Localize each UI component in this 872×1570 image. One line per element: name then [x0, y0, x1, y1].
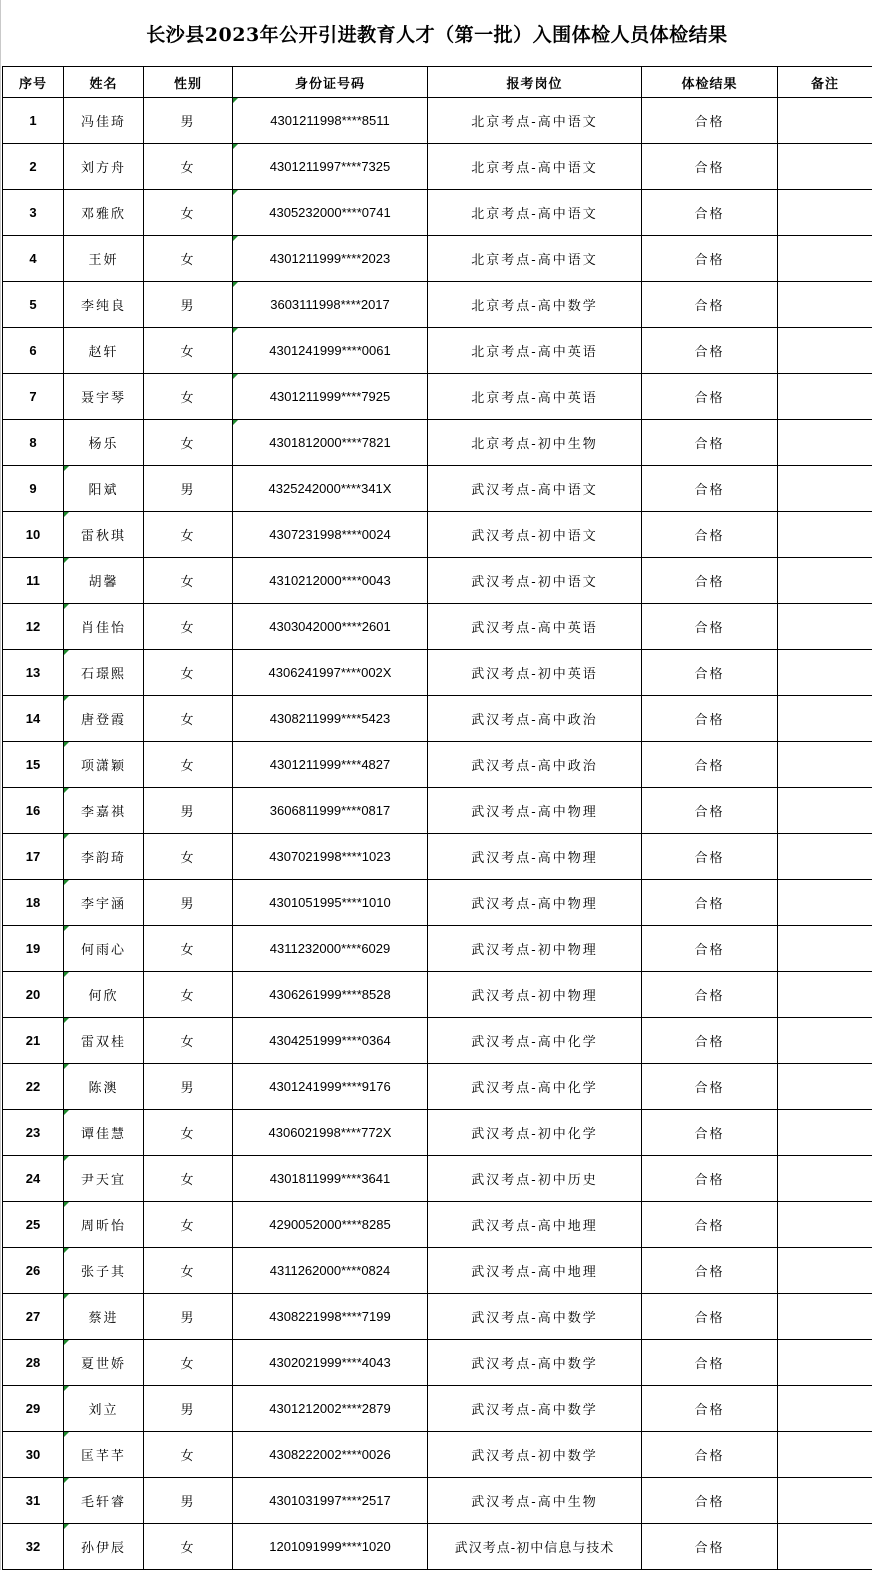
row-remark	[778, 1478, 872, 1524]
row-id-number: 4301211999****4827	[233, 742, 428, 788]
row-name: 刘立	[64, 1386, 144, 1432]
row-remark	[778, 190, 872, 236]
table-row	[3, 236, 872, 282]
table-row	[3, 880, 872, 926]
row-result: 合格	[642, 1156, 778, 1202]
row-gender: 女	[144, 604, 233, 650]
row-gender: 女	[144, 926, 233, 972]
row-id-number: 4310212000****0043	[233, 558, 428, 604]
row-name: 何雨心	[64, 926, 144, 972]
row-gender: 女	[144, 834, 233, 880]
row-name: 孙伊辰	[64, 1524, 144, 1570]
row-result: 合格	[642, 1524, 778, 1570]
row-remark	[778, 788, 872, 834]
row-post: 武汉考点-初中历史	[428, 1156, 642, 1202]
row-result: 合格	[642, 834, 778, 880]
row-result: 合格	[642, 1294, 778, 1340]
row-remark	[778, 834, 872, 880]
row-number: 29	[3, 1386, 64, 1432]
row-post: 武汉考点-高中化学	[428, 1018, 642, 1064]
row-result: 合格	[642, 1386, 778, 1432]
row-id-number: 4325242000****341X	[233, 466, 428, 512]
row-number: 27	[3, 1294, 64, 1340]
row-name: 尹天宜	[64, 1156, 144, 1202]
row-number: 2	[3, 144, 64, 190]
row-remark	[778, 742, 872, 788]
row-name: 李嘉祺	[64, 788, 144, 834]
table-row	[3, 1248, 872, 1294]
row-gender: 女	[144, 1110, 233, 1156]
table-row	[3, 1386, 872, 1432]
row-name: 邓雅欣	[64, 190, 144, 236]
row-result: 合格	[642, 880, 778, 926]
row-gender: 女	[144, 1018, 233, 1064]
row-post: 武汉考点-高中数学	[428, 1340, 642, 1386]
table-row	[3, 1064, 872, 1110]
row-gender: 女	[144, 1156, 233, 1202]
row-remark	[778, 604, 872, 650]
row-result: 合格	[642, 282, 778, 328]
row-remark	[778, 696, 872, 742]
header-remark: 备注	[778, 67, 872, 98]
row-name: 周昕怡	[64, 1202, 144, 1248]
row-gender: 女	[144, 558, 233, 604]
table-row	[3, 788, 872, 834]
row-number: 11	[3, 558, 64, 604]
row-number: 6	[3, 328, 64, 374]
row-remark	[778, 328, 872, 374]
table-body	[3, 98, 872, 1570]
row-id-number: 4311262000****0824	[233, 1248, 428, 1294]
table-row	[3, 420, 872, 466]
row-post: 武汉考点-高中物理	[428, 834, 642, 880]
row-remark	[778, 144, 872, 190]
row-number: 9	[3, 466, 64, 512]
table-row	[3, 282, 872, 328]
row-post: 武汉考点-初中物理	[428, 972, 642, 1018]
row-post: 北京考点-高中英语	[428, 374, 642, 420]
table-row	[3, 1018, 872, 1064]
row-result: 合格	[642, 650, 778, 696]
row-id-number: 4301812000****7821	[233, 420, 428, 466]
row-number: 22	[3, 1064, 64, 1110]
row-id-number: 4301211998****8511	[233, 98, 428, 144]
row-name: 陈澳	[64, 1064, 144, 1110]
row-name: 阳斌	[64, 466, 144, 512]
row-number: 12	[3, 604, 64, 650]
row-gender: 女	[144, 512, 233, 558]
row-post: 武汉考点-高中地理	[428, 1248, 642, 1294]
row-gender: 女	[144, 742, 233, 788]
row-id-number: 4301211997****7325	[233, 144, 428, 190]
row-gender: 男	[144, 1294, 233, 1340]
row-remark	[778, 1202, 872, 1248]
row-gender: 女	[144, 696, 233, 742]
row-result: 合格	[642, 420, 778, 466]
row-result: 合格	[642, 926, 778, 972]
row-id-number: 4308221998****7199	[233, 1294, 428, 1340]
row-id-number: 4306261999****8528	[233, 972, 428, 1018]
table-row	[3, 834, 872, 880]
table-row	[3, 972, 872, 1018]
row-gender: 女	[144, 650, 233, 696]
row-gender: 男	[144, 1478, 233, 1524]
row-id-number: 4306021998****772X	[233, 1110, 428, 1156]
row-post: 武汉考点-高中生物	[428, 1478, 642, 1524]
row-remark	[778, 1018, 872, 1064]
row-result: 合格	[642, 328, 778, 374]
table-row	[3, 1110, 872, 1156]
row-number: 4	[3, 236, 64, 282]
row-number: 16	[3, 788, 64, 834]
table-row	[3, 604, 872, 650]
row-name: 夏世娇	[64, 1340, 144, 1386]
row-id-number: 4303042000****2601	[233, 604, 428, 650]
row-post: 武汉考点-初中语文	[428, 558, 642, 604]
row-post: 武汉考点-高中物理	[428, 788, 642, 834]
table-row	[3, 650, 872, 696]
row-number: 26	[3, 1248, 64, 1294]
row-gender: 男	[144, 788, 233, 834]
header-id: 身份证号码	[233, 67, 428, 98]
row-remark	[778, 1340, 872, 1386]
row-id-number: 4301051995****1010	[233, 880, 428, 926]
table-row	[3, 512, 872, 558]
row-number: 5	[3, 282, 64, 328]
row-number: 8	[3, 420, 64, 466]
row-result: 合格	[642, 742, 778, 788]
row-name: 李纯良	[64, 282, 144, 328]
row-gender: 女	[144, 374, 233, 420]
row-gender: 女	[144, 1340, 233, 1386]
table-row	[3, 558, 872, 604]
header-result: 体检结果	[642, 67, 778, 98]
row-number: 20	[3, 972, 64, 1018]
row-post: 北京考点-高中英语	[428, 328, 642, 374]
row-post: 武汉考点-高中英语	[428, 604, 642, 650]
table-row	[3, 466, 872, 512]
row-number: 1	[3, 98, 64, 144]
row-number: 32	[3, 1524, 64, 1570]
row-post: 北京考点-高中语文	[428, 190, 642, 236]
row-id-number: 4311232000****6029	[233, 926, 428, 972]
row-id-number: 4307231998****0024	[233, 512, 428, 558]
header-row	[3, 67, 872, 98]
row-id-number: 4301211999****7925	[233, 374, 428, 420]
row-gender: 女	[144, 236, 233, 282]
row-number: 25	[3, 1202, 64, 1248]
row-result: 合格	[642, 144, 778, 190]
row-number: 21	[3, 1018, 64, 1064]
row-post: 武汉考点-初中信息与技术	[428, 1524, 642, 1570]
row-post: 北京考点-初中生物	[428, 420, 642, 466]
row-number: 17	[3, 834, 64, 880]
row-name: 雷秋琪	[64, 512, 144, 558]
row-name: 项潇颖	[64, 742, 144, 788]
row-remark	[778, 512, 872, 558]
table-row	[3, 1432, 872, 1478]
row-remark	[778, 1294, 872, 1340]
header-post: 报考岗位	[428, 67, 642, 98]
row-post: 武汉考点-高中政治	[428, 742, 642, 788]
header-no: 序号	[3, 67, 64, 98]
row-post: 北京考点-高中语文	[428, 236, 642, 282]
row-name: 匡芊芊	[64, 1432, 144, 1478]
row-number: 30	[3, 1432, 64, 1478]
row-id-number: 4290052000****8285	[233, 1202, 428, 1248]
row-result: 合格	[642, 604, 778, 650]
row-result: 合格	[642, 558, 778, 604]
row-remark	[778, 650, 872, 696]
row-name: 胡馨	[64, 558, 144, 604]
row-name: 李宇涵	[64, 880, 144, 926]
row-remark	[778, 1248, 872, 1294]
row-remark	[778, 1386, 872, 1432]
row-number: 3	[3, 190, 64, 236]
table-row	[3, 328, 872, 374]
row-gender: 女	[144, 1432, 233, 1478]
row-post: 武汉考点-初中数学	[428, 1432, 642, 1478]
row-result: 合格	[642, 1478, 778, 1524]
row-id-number: 4301211999****2023	[233, 236, 428, 282]
row-post: 武汉考点-高中地理	[428, 1202, 642, 1248]
row-number: 23	[3, 1110, 64, 1156]
row-number: 10	[3, 512, 64, 558]
row-id-number: 4306241997****002X	[233, 650, 428, 696]
table-row	[3, 144, 872, 190]
row-name: 赵轩	[64, 328, 144, 374]
row-remark	[778, 880, 872, 926]
row-post: 武汉考点-初中语文	[428, 512, 642, 558]
row-gender: 女	[144, 1248, 233, 1294]
row-remark	[778, 1156, 872, 1202]
row-number: 24	[3, 1156, 64, 1202]
row-remark	[778, 420, 872, 466]
row-number: 14	[3, 696, 64, 742]
row-id-number: 4307021998****1023	[233, 834, 428, 880]
row-result: 合格	[642, 190, 778, 236]
row-id-number: 3606811999****0817	[233, 788, 428, 834]
row-name: 石璟熙	[64, 650, 144, 696]
row-gender: 男	[144, 1386, 233, 1432]
table-row	[3, 1156, 872, 1202]
row-id-number: 4308211999****5423	[233, 696, 428, 742]
row-result: 合格	[642, 466, 778, 512]
table-row	[3, 1340, 872, 1386]
row-remark	[778, 1524, 872, 1570]
row-result: 合格	[642, 1018, 778, 1064]
row-result: 合格	[642, 1432, 778, 1478]
row-name: 唐登霞	[64, 696, 144, 742]
row-name: 冯佳琦	[64, 98, 144, 144]
row-remark	[778, 558, 872, 604]
table-row	[3, 742, 872, 788]
row-remark	[778, 972, 872, 1018]
row-id-number: 4301212002****2879	[233, 1386, 428, 1432]
row-name: 杨乐	[64, 420, 144, 466]
row-result: 合格	[642, 1064, 778, 1110]
row-name: 肖佳怡	[64, 604, 144, 650]
row-gender: 女	[144, 190, 233, 236]
row-name: 毛轩睿	[64, 1478, 144, 1524]
row-gender: 女	[144, 328, 233, 374]
row-remark	[778, 374, 872, 420]
row-name: 张子其	[64, 1248, 144, 1294]
table-row	[3, 1294, 872, 1340]
row-name: 聂宇琴	[64, 374, 144, 420]
row-remark	[778, 466, 872, 512]
row-number: 15	[3, 742, 64, 788]
row-name: 雷双桂	[64, 1018, 144, 1064]
row-id-number: 4302021999****4043	[233, 1340, 428, 1386]
row-result: 合格	[642, 98, 778, 144]
row-name: 谭佳慧	[64, 1110, 144, 1156]
row-result: 合格	[642, 374, 778, 420]
row-remark	[778, 1064, 872, 1110]
row-result: 合格	[642, 236, 778, 282]
row-result: 合格	[642, 1340, 778, 1386]
row-id-number: 1201091999****1020	[233, 1524, 428, 1570]
row-gender: 男	[144, 282, 233, 328]
row-post: 北京考点-高中语文	[428, 144, 642, 190]
table-row	[3, 1202, 872, 1248]
row-number: 7	[3, 374, 64, 420]
table-row	[3, 926, 872, 972]
row-remark	[778, 282, 872, 328]
row-id-number: 3603111998****2017	[233, 282, 428, 328]
row-result: 合格	[642, 696, 778, 742]
row-post: 武汉考点-高中数学	[428, 1386, 642, 1432]
table-row	[3, 1478, 872, 1524]
table-row	[3, 1524, 872, 1570]
row-id-number: 4304251999****0364	[233, 1018, 428, 1064]
row-post: 武汉考点-高中化学	[428, 1064, 642, 1110]
row-gender: 男	[144, 1064, 233, 1110]
row-name: 蔡进	[64, 1294, 144, 1340]
row-post: 武汉考点-高中语文	[428, 466, 642, 512]
row-gender: 女	[144, 420, 233, 466]
row-name: 何欣	[64, 972, 144, 1018]
row-result: 合格	[642, 1110, 778, 1156]
row-result: 合格	[642, 788, 778, 834]
row-id-number: 4301241999****0061	[233, 328, 428, 374]
row-post: 武汉考点-初中物理	[428, 926, 642, 972]
row-gender: 男	[144, 98, 233, 144]
row-post: 武汉考点-高中数学	[428, 1294, 642, 1340]
table-row	[3, 696, 872, 742]
table-row	[3, 374, 872, 420]
row-id-number: 4301811999****3641	[233, 1156, 428, 1202]
row-number: 28	[3, 1340, 64, 1386]
row-name: 刘方舟	[64, 144, 144, 190]
table-row	[3, 98, 872, 144]
row-post: 北京考点-高中语文	[428, 98, 642, 144]
row-gender: 女	[144, 144, 233, 190]
row-id-number: 4308222002****0026	[233, 1432, 428, 1478]
row-number: 31	[3, 1478, 64, 1524]
row-remark	[778, 926, 872, 972]
row-id-number: 4305232000****0741	[233, 190, 428, 236]
row-number: 19	[3, 926, 64, 972]
row-gender: 男	[144, 466, 233, 512]
row-result: 合格	[642, 1202, 778, 1248]
row-name: 王妍	[64, 236, 144, 282]
row-remark	[778, 98, 872, 144]
row-post: 武汉考点-高中政治	[428, 696, 642, 742]
row-number: 18	[3, 880, 64, 926]
row-id-number: 4301031997****2517	[233, 1478, 428, 1524]
row-id-number: 4301241999****9176	[233, 1064, 428, 1110]
header-name: 姓名	[64, 67, 144, 98]
row-gender: 男	[144, 880, 233, 926]
row-gender: 女	[144, 1524, 233, 1570]
row-remark	[778, 236, 872, 282]
table-row	[3, 190, 872, 236]
row-result: 合格	[642, 972, 778, 1018]
row-post: 武汉考点-初中英语	[428, 650, 642, 696]
row-result: 合格	[642, 1248, 778, 1294]
row-name: 李韵琦	[64, 834, 144, 880]
row-gender: 女	[144, 972, 233, 1018]
results-table	[2, 66, 872, 1570]
row-remark	[778, 1432, 872, 1478]
row-post: 武汉考点-初中化学	[428, 1110, 642, 1156]
row-post: 武汉考点-高中物理	[428, 880, 642, 926]
row-post: 北京考点-高中数学	[428, 282, 642, 328]
row-number: 13	[3, 650, 64, 696]
header-gender: 性别	[144, 67, 233, 98]
row-remark	[778, 1110, 872, 1156]
document-title: 长沙县2023年公开引进教育人才（第一批）入围体检人员体检结果	[146, 23, 728, 46]
row-gender: 女	[144, 1202, 233, 1248]
row-result: 合格	[642, 512, 778, 558]
